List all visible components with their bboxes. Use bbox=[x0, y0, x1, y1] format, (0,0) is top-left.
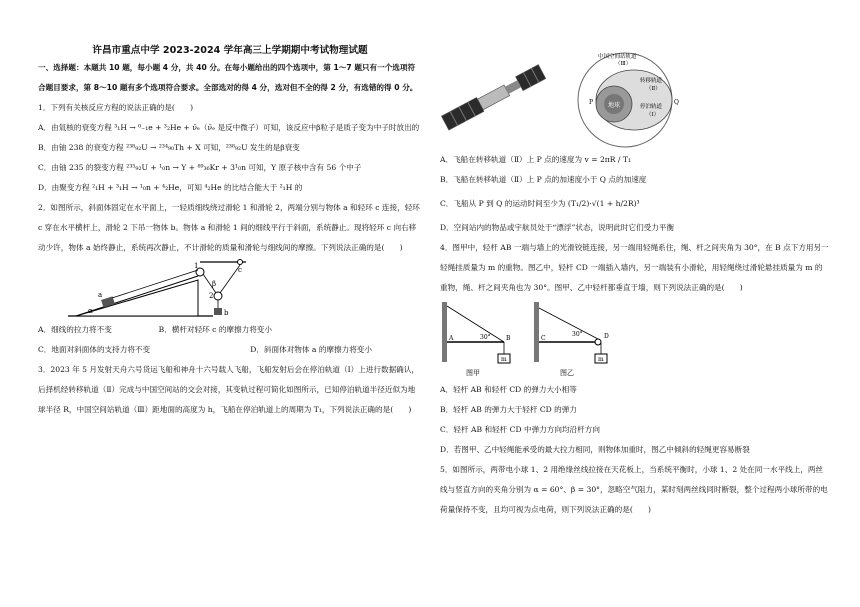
label-pulley-1: 1 bbox=[194, 262, 199, 270]
q3-figures bbox=[440, 50, 830, 150]
label-park-orbit-num: （Ⅰ） bbox=[646, 112, 660, 118]
q1-stem: 1．下列有关核反应方程的说法正确的是( ) bbox=[38, 103, 194, 112]
label-transfer-orbit-num: （Ⅱ） bbox=[646, 86, 661, 92]
q1-option-b[interactable]: B．由铀 238 的衰变方程 ²³⁸₉₂U → ²³⁴₉₀Th + X 可知，²³⁸₉₂U 发生的是β衰变 bbox=[38, 143, 300, 152]
label-outer-orbit: 中国空间站轨道 bbox=[598, 54, 637, 60]
section-instructions: 一、选择题：本题共 10 题，每小题 4 分，共 40 分。在每小题给出的四个选项中，第 1～7 题只有一个选项符合题目要求，第 8～10 题有多个选项符合要求。全部选对的得 4 分，选对但不全的得 2 分，有选错的得 0 分。 bbox=[38, 63, 418, 92]
label-B: B bbox=[506, 335, 511, 342]
label-D: D bbox=[604, 333, 609, 340]
q4-option-d[interactable]: D．若图甲、乙中轻绳能承受的最大拉力相同，则物体加重时，图乙中倾斜的轻绳更容易断裂 bbox=[440, 445, 750, 454]
block-b bbox=[214, 308, 222, 315]
incline-body bbox=[76, 280, 198, 316]
rope-yi bbox=[539, 308, 598, 339]
label-angle-yi: 30° bbox=[572, 331, 583, 338]
q3-option-c[interactable]: C．飞船从 P 到 Q 的运动时间至少为 (T₁/2)·√(1 + h/2R)³ bbox=[440, 199, 640, 208]
label-park-orbit: 停泊轨道 bbox=[640, 104, 663, 110]
right-column bbox=[440, 50, 830, 520]
ring-c bbox=[238, 260, 243, 265]
label-outer-orbit-num: （Ⅲ） bbox=[615, 61, 632, 67]
string-right bbox=[220, 265, 240, 293]
q1-option-d[interactable]: D．由聚变方程 ²₁H + ³₁H → ¹₀n + ⁴₂He，可知 ⁴₂He 的比结合能大于 ²₁H 的 bbox=[38, 183, 303, 192]
label-alpha: α bbox=[88, 307, 93, 315]
label-p: P bbox=[589, 99, 594, 106]
q2-option-d[interactable]: D．斜面体对物体 a 的摩擦力将变小 bbox=[250, 345, 372, 354]
label-earth: 地球 bbox=[608, 102, 621, 109]
label-m-jia: m bbox=[501, 356, 507, 363]
page-title: 许昌市重点中学 2023-2024 学年高三上学期期中考试物理试题 bbox=[92, 45, 368, 56]
q2-incline-figure bbox=[68, 258, 248, 320]
label-q: Q bbox=[674, 99, 679, 106]
caption-jia: 图甲 bbox=[466, 369, 480, 377]
q4-option-a[interactable]: A．轻杆 AB 和轻杆 CD 的弹力大小相等 bbox=[440, 385, 577, 394]
label-c: c bbox=[238, 266, 242, 274]
q1-option-a[interactable]: A．由氚核的衰变方程 ³₁H → ⁰₋₁e + ³₂He + ν̄ₑ（ν̄ₑ 是反中微子）可知，该反应中β粒子是质子变为中子时放出的 bbox=[38, 123, 420, 132]
wall-left bbox=[442, 302, 447, 362]
q4-figure-yi bbox=[532, 298, 618, 378]
orbit-diagram bbox=[570, 50, 680, 150]
wall-right bbox=[534, 302, 539, 362]
label-pulley-2: 2 bbox=[209, 292, 214, 300]
q4-option-b[interactable]: B．轻杆 AB 的弹力大于轻杆 CD 的弹力 bbox=[440, 405, 577, 414]
pulley-2 bbox=[214, 292, 222, 300]
q2-stem: 2．如图所示，斜面体固定在水平面上，一轻质细线绕过滑轮 1 和滑轮 2，两端分别与物体 a 和轻环 c 连接，轻环 c 穿在水平横杆上，滑轮 2 下吊一物体 b。物体 a 和滑轮 1 间的细线平行于斜面，系统静止。现将轻环 c 向右移动少许，物体 a 始终静止，系统再次静止，不计滑轮的质量和滑轮与细线间的摩擦。下列说法正确的是( ) bbox=[38, 203, 420, 252]
label-m-yi: m bbox=[598, 356, 604, 363]
q2-options-row1 bbox=[38, 320, 422, 340]
spacecraft-body bbox=[478, 85, 510, 110]
label-transfer-orbit: 转移轨道 bbox=[640, 78, 663, 84]
q3-option-b[interactable]: B．飞船在转移轨道（Ⅱ）上 P 点的加速度小于 Q 点的加速度 bbox=[440, 175, 647, 184]
q4-stem: 4．图甲中，轻杆 AB 一端与墙上的光滑铰链连接，另一端用轻绳系住，绳、杆之间夹角为 30°，在 B 点下方用另一轻绳挂质量为 m 的重物。图乙中，轻杆 CD 一端插入墙内，另一端装有小滑轮，用轻绳绕过滑轮悬挂质量为 m 的重物，绳、杆之间夹角也为 30°。图甲、乙中轻杆都垂直于墙，则下列说法正确的是( ) bbox=[440, 243, 829, 292]
q3-option-d[interactable]: D．空间站内的物品或宇航员处于“漂浮”状态，说明此时它们受力平衡 bbox=[440, 223, 675, 232]
label-a: a bbox=[98, 291, 103, 299]
label-angle-jia: 30° bbox=[480, 334, 491, 341]
q4-figure-jia bbox=[440, 298, 520, 378]
q2-options-row2 bbox=[38, 340, 422, 360]
label-b: b bbox=[224, 309, 229, 317]
q2-option-b[interactable]: B．横杆对轻环 c 的摩擦力将变小 bbox=[158, 325, 272, 334]
q5-stem: 5．如图所示，两带电小球 1、2 用绝缘丝线拉接在天花板上，当系统平衡时，小球 1、2 处在同一水平线上，两丝线与竖直方向的夹角分别为 α = 60°、β = 30°，忽略空气阻力，某时刻两丝线同时断裂，整个过程两小球所带的电荷量保持不变，且均可视为点电荷，则下列说法正确的是( ) bbox=[440, 465, 828, 514]
caption-yi: 图乙 bbox=[560, 369, 574, 377]
q2-option-c[interactable]: C．地面对斜面体的支持力将不变 bbox=[38, 345, 151, 354]
pulley-D bbox=[595, 339, 601, 345]
rope-jia bbox=[447, 306, 504, 342]
q3-option-a[interactable]: A．飞船在转移轨道（Ⅱ）上 P 点的速度为 v = 2πR / T₁ bbox=[440, 155, 632, 164]
q4-option-c[interactable]: C．轻杆 AB 和轻杆 CD 中弹力方向均沿杆方向 bbox=[440, 425, 600, 434]
spacecraft-image bbox=[440, 54, 550, 146]
label-A: A bbox=[449, 335, 454, 342]
q1-option-c[interactable]: C．由铀 235 的裂变方程 ²³⁵₉₂U + ¹₀n → Y + ⁸⁹₃₆Kr + 3¹₀n 可知，Y 原子核中含有 56 个中子 bbox=[38, 163, 362, 172]
q3-stem: 3．2023 年 5 月发射天舟六号货运飞船和神舟十六号载人飞船，飞船发射后会在停泊轨道（Ⅰ）上进行数据确认，后择机经转移轨道（Ⅱ）完成与中国空间站的交会对接，其变轨过程可简化如图所示，已知停泊轨道半径近似为地球半径 R，中国空间站轨道（Ⅲ）距地面的高度为 h，飞船在停泊轨道上的周期为 T₁，下列说法正确的是( ) bbox=[38, 365, 419, 414]
label-C: C bbox=[541, 335, 546, 342]
left-column bbox=[38, 58, 422, 420]
q4-figures bbox=[440, 298, 830, 380]
label-beta: β bbox=[212, 280, 217, 288]
q2-option-a[interactable]: A．细线的拉力将不变 bbox=[38, 325, 112, 334]
